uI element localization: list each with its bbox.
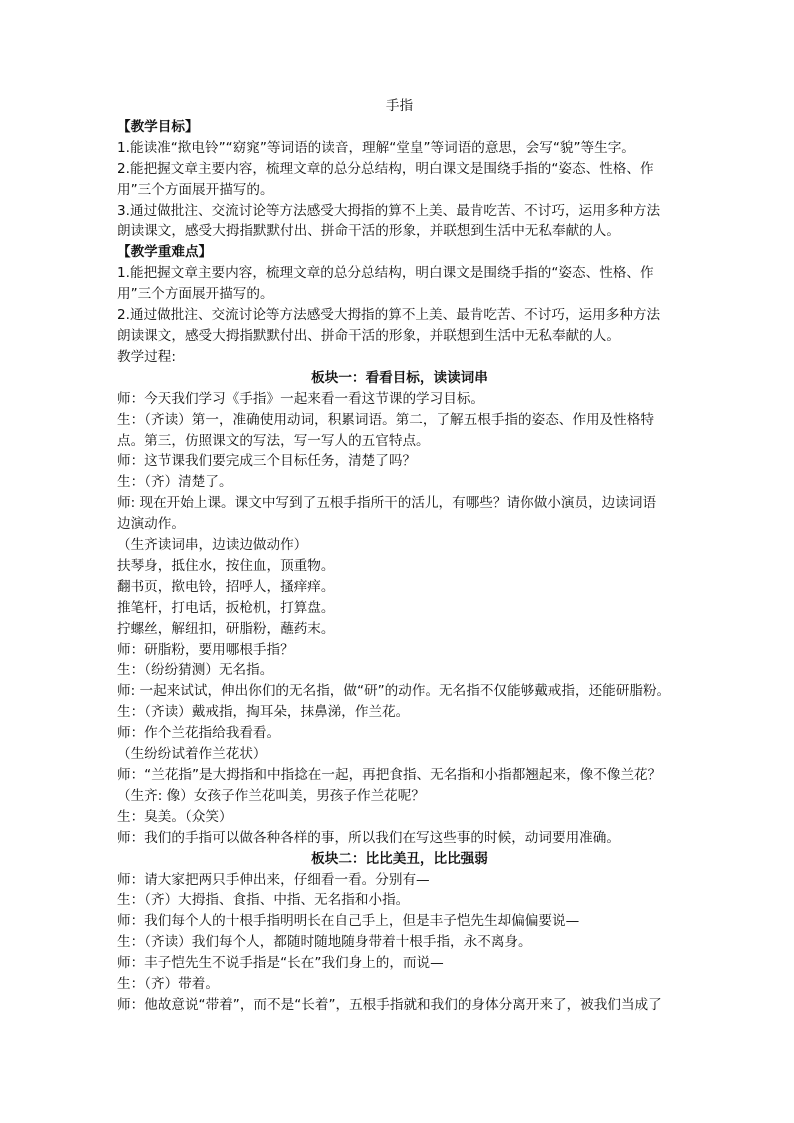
- paragraph-line: 师：这节课我们要完成三个目标任务，清楚了吗？: [117, 453, 417, 470]
- paragraph-line: 点。第三，仿照课文的写法，写一写人的五官特点。: [117, 432, 430, 449]
- paragraph-line: 1.能把握文章主要内容，梳理文章的总分总结构，明白课文是围绕手指的“姿态、性格、作: [117, 265, 654, 282]
- paragraph-line: 翻书页，揿电铃，招呼人，搔痒痒。: [117, 578, 335, 595]
- paragraph-line: 师：“兰花指”是大拇指和中指捻在一起，再把食指、无名指和小指都翘起来，像不像兰花？: [117, 767, 662, 783]
- paragraph-line: 朗读课文，感受大拇指默默付出、拼命干活的形象，并联想到生活中无私奉献的人。: [117, 223, 620, 240]
- page-title: 手指: [385, 98, 414, 114]
- paragraph-line: （生齐读词串，边读边做动作）: [117, 537, 308, 554]
- paragraph-line: 1.能读准“揿电铃”“窈窕”等词语的读音，理解“堂皇”等词语的意思，会写“貌”等生字。: [117, 139, 635, 156]
- paragraph-line: 师：请大家把两只手伸出来，仔细看一看。分别有—: [117, 871, 430, 888]
- paragraph-line: 生：（齐）大拇指、食指、中指、无名指和小指。: [117, 892, 410, 909]
- paragraph-line: （生齐: 像）女孩子作兰花叫美，男孩子作兰花呢？: [117, 787, 425, 804]
- paragraph-line: 用”三个方面展开描写的。: [117, 181, 274, 198]
- paragraph-line: 生：（齐）带着。: [117, 976, 219, 993]
- paragraph-line: 3.通过做批注、交流讨论等方法感受大拇指的算不上美、最肯吃苦、不讨巧，运用多种方法: [117, 202, 661, 219]
- paragraph-line: 用”三个方面展开描写的。: [117, 286, 274, 303]
- paragraph-line: 师: 现在开始上课。课文中写到了五根手指所干的活儿，有哪些？请你做小演员，边读词语: [117, 495, 657, 512]
- section-label: 【教学目标】: [117, 118, 199, 135]
- paragraph-line: 生：（齐读）第一，准确使用动词，积累词语。第二，了解五根手指的姿态、作用及性格特: [117, 411, 654, 428]
- paragraph-line: 师：今天我们学习《手指》一起来看一看这节课的学习目标。: [117, 390, 485, 407]
- paragraph-line: 拧螺丝，解纽扣，研脂粉，蘸药末。: [117, 620, 335, 637]
- paragraph-line: 边演动作。: [117, 516, 185, 533]
- paragraph-line: 教学过程:: [117, 348, 176, 365]
- paragraph-line: 朗读课文，感受大拇指默默付出、拼命干活的形象，并联想到生活中无私奉献的人。: [117, 327, 620, 344]
- paragraph-line: 师：丰子恺先生不说手指是“长在”我们身上的，而说—: [117, 955, 444, 972]
- paragraph-line: 师：研脂粉，要用哪根手指？: [117, 641, 294, 658]
- paragraph-line: （生纷纷试着作兰花状）: [117, 746, 267, 763]
- paragraph-line: 师：他故意说“带着”，而不是“长着”，五根手指就和我们的身体分离开来了，被我们当成了: [117, 996, 662, 1013]
- paragraph-line: 生：（齐读）我们每个人，都随时随地随身带着十根手指，永不离身。: [117, 934, 532, 951]
- paragraph-line: 师：作个兰花指给我看看。: [117, 725, 281, 742]
- paragraph-line: 2.能把握文章主要内容，梳理文章的总分总结构，明白课文是围绕手指的“姿态、性格、作: [117, 160, 654, 177]
- paragraph-line: 师: 一起来试试，伸出你们的无名指，做“研”的动作。无名指不仅能够戴戒指，还能研脂粉。: [117, 683, 671, 700]
- paragraph-line: 师：我们每个人的十根手指明明长在自己手上，但是丰子恺先生却偏偏要说—: [117, 913, 580, 930]
- document-lines: [117, 117, 682, 1016]
- paragraph-line: 生：（纷纷猜测）无名指。: [117, 662, 274, 679]
- document-body: [117, 96, 682, 1016]
- paragraph-line: 生：（齐读）戴戒指，掏耳朵，抹鼻涕，作兰花。: [117, 704, 410, 721]
- paragraph-line: 生：臭美。（众笑）: [117, 808, 233, 825]
- paragraph-line: 2.通过做批注、交流讨论等方法感受大拇指的算不上美、最肯吃苦、不讨巧，运用多种方法: [117, 307, 661, 324]
- paragraph-line: 扶琴身，抵住水，按住血，顶重物。: [117, 557, 335, 574]
- section-label: 【教学重难点】: [117, 244, 213, 261]
- paragraph-line: 师：我们的手指可以做各种各样的事，所以我们在写这些事的时候，动词要用准确。: [117, 829, 620, 846]
- paragraph-line: 推笔杆，打电话，扳枪机，打算盘。: [117, 599, 335, 616]
- paragraph-line: 生：（齐）清楚了。: [117, 474, 233, 491]
- section-heading: 板块二：比比美丑，比比强弱: [311, 850, 488, 867]
- section-heading: 板块一：看看目标，读读词串: [311, 369, 488, 386]
